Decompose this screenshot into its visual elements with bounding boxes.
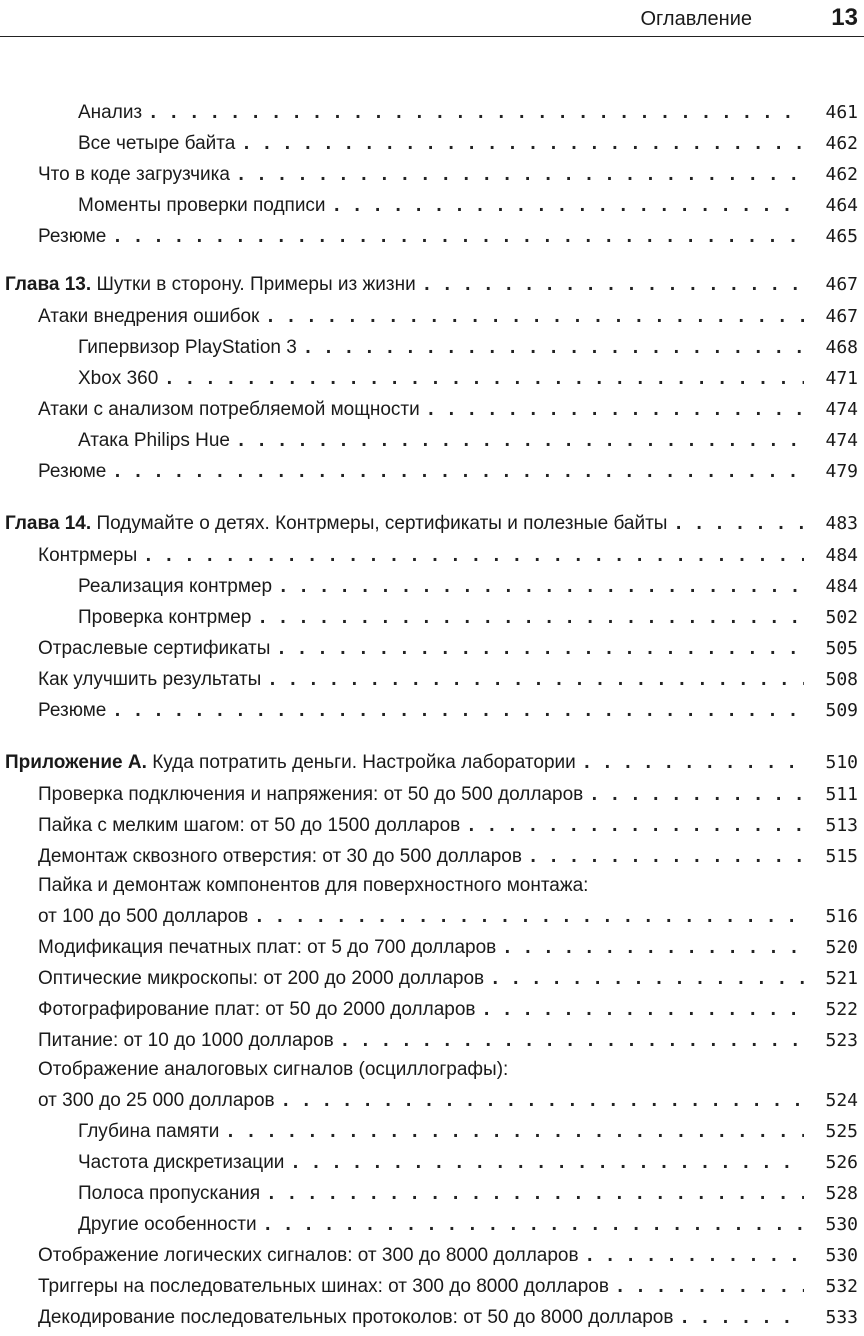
toc-entry	[0, 156, 858, 187]
toc-entry	[0, 422, 858, 453]
toc-entry-title: Триггеры на последовательных шинах: от 300 до 8000 долларов	[38, 1276, 609, 1297]
dot-leader	[673, 512, 804, 536]
toc-entry-page: 484	[825, 545, 858, 566]
toc-entry-title: Другие особенности	[78, 1214, 257, 1235]
toc-entry	[0, 187, 858, 218]
dot-leader	[241, 132, 804, 156]
toc-entry	[0, 1022, 858, 1053]
dot-leader	[278, 575, 804, 599]
toc-entry	[0, 776, 858, 807]
dot-leader	[236, 429, 804, 453]
toc-entry-page: 467	[825, 306, 858, 327]
toc-entry-page: 522	[825, 999, 858, 1020]
dot-leader	[490, 967, 804, 991]
toc-entry	[0, 630, 858, 661]
dot-leader	[615, 1275, 804, 1299]
toc-entry-title: Модификация печатных плат: от 5 до 700 долларов	[38, 937, 497, 958]
toc-entry-title: Демонтаж сквозного отверстия: от 30 до 500 долларов	[38, 846, 522, 867]
toc-entry-title: Проверка контрмер	[78, 607, 252, 628]
toc-entry-title: Что в коде загрузчика	[38, 164, 230, 185]
toc-entry-page: 523	[825, 1030, 858, 1051]
toc-entry-title: от 300 до 25 000 долларов	[38, 1090, 275, 1111]
toc-entry-page: 483	[825, 513, 858, 534]
toc-entry	[0, 1082, 858, 1113]
toc-entry-title: Фотографирование плат: от 50 до 2000 долларов	[38, 999, 476, 1020]
toc-entry	[0, 1237, 858, 1268]
toc-entry-page: 474	[825, 430, 858, 451]
dot-leader	[502, 936, 804, 960]
toc-chapter	[0, 505, 858, 536]
toc-entry-title: Резюме	[38, 226, 107, 247]
toc-entry	[0, 960, 858, 991]
dot-leader	[263, 1213, 804, 1237]
toc-entry	[0, 1206, 858, 1237]
toc-entry	[0, 1144, 858, 1175]
toc-entry	[0, 898, 858, 929]
toc-entry-page: 471	[825, 368, 858, 389]
toc-entry	[0, 537, 858, 568]
toc-entry-page: 465	[825, 226, 858, 247]
toc-entry-title: Питание: от 10 до 1000 долларов	[38, 1030, 334, 1051]
toc-entry-title: Анализ	[78, 102, 143, 123]
toc-entry-title: Атака Philips Hue	[78, 430, 230, 451]
toc-entry-title: Реализация контрмер	[78, 576, 273, 597]
toc-entry	[0, 391, 858, 422]
toc-entry-page: 508	[825, 669, 858, 690]
toc-entry	[0, 298, 858, 329]
toc-entry-title: Все четыре байта	[78, 133, 236, 154]
chapter-label: Глава 14.	[5, 513, 92, 534]
toc-entry-title: Резюме	[38, 700, 107, 721]
toc-entry-page: 521	[825, 968, 858, 989]
toc-entry	[0, 1299, 858, 1330]
toc-entry-page: 520	[825, 937, 858, 958]
toc-entry-title-line1: Отображение аналоговых сигналов (осциллографы):	[38, 1059, 509, 1080]
toc-entry-page: 461	[825, 102, 858, 123]
dot-leader	[276, 637, 804, 661]
dot-leader	[225, 1120, 804, 1144]
toc-entry-page: 515	[825, 846, 858, 867]
toc-entry-page: 511	[825, 784, 858, 805]
toc-entry-title: Отображение логических сигналов: от 300 до 8000 долларов	[38, 1245, 579, 1266]
toc-entry	[0, 838, 858, 869]
toc-entry-title: Xbox 360	[78, 368, 159, 389]
toc-entry-title: Резюме	[38, 461, 107, 482]
toc-entry	[0, 599, 858, 630]
toc-entry-title: Декодирование последовательных протоколов: от 50 до 8000 долларов	[38, 1307, 674, 1328]
dot-leader	[303, 336, 804, 360]
toc-entry-page: 505	[825, 638, 858, 659]
toc-entry	[0, 991, 858, 1022]
toc-entry	[0, 94, 858, 125]
dot-leader	[482, 998, 804, 1022]
toc-entry-page: 502	[825, 607, 858, 628]
dot-leader	[466, 814, 804, 838]
toc-entry-title: Отраслевые сертификаты	[38, 638, 271, 659]
dot-leader	[589, 783, 804, 807]
toc-entry-title: Частота дискретизации	[78, 1152, 285, 1173]
toc-entry	[0, 929, 858, 960]
toc-entry	[0, 568, 858, 599]
toc-entry-page: 509	[825, 700, 858, 721]
toc-entry-title: Проверка подключения и напряжения: от 50 до 500 долларов	[38, 784, 584, 805]
toc-entry-page: 484	[825, 576, 858, 597]
dot-leader	[257, 606, 804, 630]
toc-entry-title: Глубина памяти	[78, 1121, 220, 1142]
toc-entry	[0, 329, 858, 360]
toc-entry-title: Моменты проверки подписи	[78, 195, 326, 216]
running-header-title: Оглавление	[640, 8, 752, 30]
toc-entry	[0, 807, 858, 838]
toc-entry-title: Полоса пропускания	[78, 1183, 261, 1204]
toc-entry-title: Атаки внедрения ошибок	[38, 306, 260, 327]
toc-entry-page: 528	[825, 1183, 858, 1204]
toc-entry	[0, 125, 858, 156]
toc-entry-title-line1: Пайка и демонтаж компонентов для поверхностного монтажа:	[38, 875, 589, 896]
dot-leader	[265, 305, 804, 329]
dot-leader	[236, 163, 804, 187]
dot-leader	[528, 845, 804, 869]
toc-entry-page: 467	[825, 274, 858, 295]
toc-entry-page: 474	[825, 399, 858, 420]
toc-entry-title: Пайка с мелким шагом: от 50 до 1500 долларов	[38, 815, 461, 836]
toc-entry-page: 462	[825, 133, 858, 154]
toc-entry-page: 516	[825, 906, 858, 927]
dot-leader	[148, 101, 804, 125]
toc-entry-page: 530	[825, 1245, 858, 1266]
toc-entry-title: Оптические микроскопы: от 200 до 2000 долларов	[38, 968, 485, 989]
toc-entry-title: Подумайте о детях. Контрмеры, сертификаты и полезные байты	[96, 513, 668, 534]
toc-entry	[0, 692, 858, 723]
dot-leader	[112, 460, 804, 484]
toc-entry-page: 524	[825, 1090, 858, 1111]
dot-leader	[112, 699, 804, 723]
toc-entry-title: от 100 до 500 долларов	[38, 906, 249, 927]
toc-entry-page: 510	[825, 752, 858, 773]
toc-entry	[0, 661, 858, 692]
dot-leader	[143, 544, 804, 568]
toc-entry-page: 462	[825, 164, 858, 185]
toc-entry	[0, 1175, 858, 1206]
dot-leader	[254, 905, 804, 929]
toc-entry-page: 530	[825, 1214, 858, 1235]
dot-leader	[585, 1244, 804, 1268]
toc-entry	[0, 218, 858, 249]
dot-leader	[164, 367, 804, 391]
dot-leader	[112, 225, 804, 249]
toc-entry	[0, 1268, 858, 1299]
dot-leader	[426, 398, 804, 422]
toc-entry-page: 464	[825, 195, 858, 216]
toc-chapter	[0, 266, 858, 297]
toc-entry-title: Куда потратить деньги. Настройка лаборатории	[152, 752, 576, 773]
toc-entry-page: 525	[825, 1121, 858, 1142]
dot-leader	[422, 273, 804, 297]
toc-entry-page: 533	[825, 1307, 858, 1328]
toc-entry-title: Гипервизор PlayStation 3	[78, 337, 297, 358]
dot-leader	[266, 1182, 804, 1206]
page-number: 13	[831, 4, 858, 31]
toc-entry-page: 479	[825, 461, 858, 482]
dot-leader	[281, 1089, 804, 1113]
dot-leader	[340, 1029, 804, 1053]
toc-entry-page: 526	[825, 1152, 858, 1173]
chapter-label: Приложение А.	[5, 752, 147, 773]
dot-leader	[332, 194, 804, 218]
dot-leader	[582, 751, 804, 775]
chapter-label: Глава 13.	[5, 274, 92, 295]
dot-leader	[290, 1151, 804, 1175]
toc-entry	[0, 1113, 858, 1144]
dot-leader	[267, 668, 804, 692]
toc-entry	[0, 453, 858, 484]
toc-entry-title: Как улучшить результаты	[38, 669, 262, 690]
toc-entry-title: Контрмеры	[38, 545, 138, 566]
toc-entry-title: Атаки с анализом потребляемой мощности	[38, 399, 420, 420]
toc-chapter	[0, 744, 858, 775]
dot-leader	[679, 1306, 804, 1330]
toc-entry	[0, 360, 858, 391]
toc-entry-page: 532	[825, 1276, 858, 1297]
toc-entry-page: 468	[825, 337, 858, 358]
toc-entry-page: 513	[825, 815, 858, 836]
toc-entry-title: Шутки в сторону. Примеры из жизни	[96, 274, 416, 295]
